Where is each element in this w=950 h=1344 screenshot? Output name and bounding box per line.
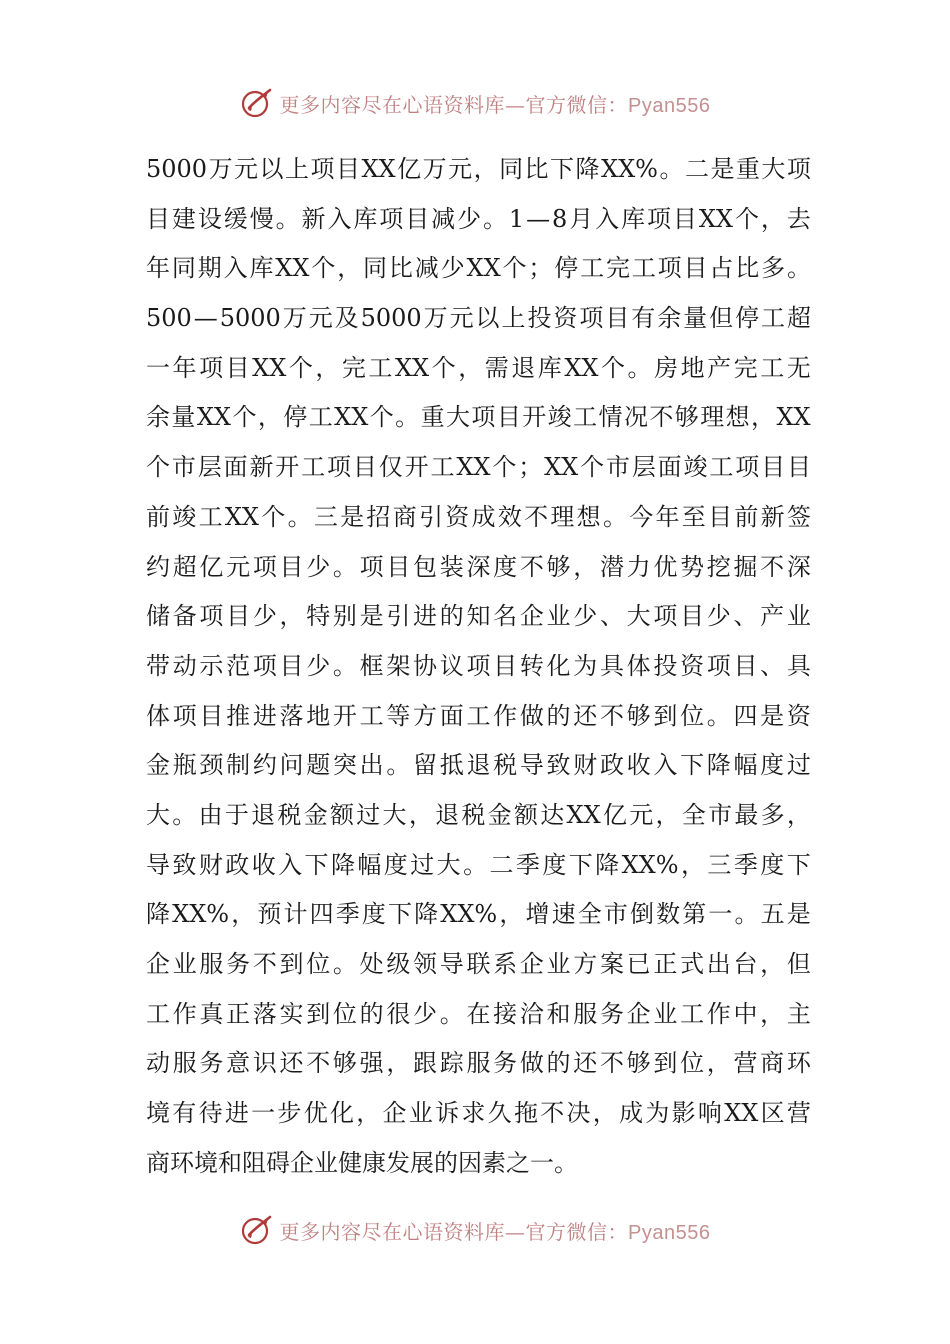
- text-line: 境 有 待 进 一 步 优 化 ， 企 业 诉 求 久 拖 不 决 ， 成 为 影 响 XX 区 营: [146, 1099, 811, 1128]
- watermark-wechat-id: Pyan556: [628, 94, 711, 117]
- text-line: 企 业 服 务 不 到 位 。 处 级 领 导 联 系 企 业 方 案 已 正 式 出 台 ， 但: [146, 950, 811, 978]
- text-line: 前 竣 工 XX 个 。 三 是 招 商 引 资 成 效 不 理 想 。 今 年 至 目 前 新 签: [146, 502, 811, 531]
- pen-logo-icon: [240, 1213, 274, 1247]
- text-line: 大 。 由 于 退 税 金 额 过 大 ， 退 税 金 额 达 XX 亿 元 ， 全 市 最 多 ，: [146, 800, 811, 829]
- text-line: 储 备 项 目 少 ， 特 别 是 引 进 的 知 名 企 业 少 、 大 项 目 少 、 产 业: [146, 602, 811, 631]
- watermark-text: 更多内容尽在心语资料库—官方微信：Pyan556: [279, 1219, 711, 1244]
- text-line: 体 项 目 推 进 落 地 开 工 等 方 面 工 作 做 的 还 不 够 到 位 。 四 是 资: [146, 701, 811, 730]
- text-line: 导 致 财 政 收 入 下 降 幅 度 过 大 。 二 季 度 下 降 XX% ， 三 季 度 下: [146, 850, 811, 879]
- watermark-wechat-id: Pyan556: [628, 1221, 711, 1244]
- watermark-footer: [0, 1210, 950, 1250]
- text-line: 降 XX% ， 预 计 四 季 度 下 降 XX% ， 增 速 全 市 倒 数 第 一 。 五 是: [146, 900, 811, 929]
- watermark-header: [0, 83, 950, 123]
- document-body: [146, 145, 811, 1188]
- watermark-text: 更多内容尽在心语资料库—官方微信：Pyan556: [279, 92, 711, 117]
- text-line: 约 超 亿 元 项 目 少 。 项 目 包 装 深 度 不 够 ， 潜 力 优 势 挖 掘 不 深: [146, 552, 811, 581]
- text-line: 5000 万 元 以 上 项 目 XX 亿 万 元 ， 同 比 下 降 XX% 。 二 是 重 大 项: [146, 155, 811, 183]
- text-line: 余 量 XX 个 ， 停 工 XX 个 。 重 大 项 目 开 竣 工 情 况 不 够 理 想 ， XX: [146, 403, 811, 432]
- text-line: 动 服 务 意 识 还 不 够 强 ， 跟 踪 服 务 做 的 还 不 够 到 位 ， 营 商 环: [146, 1049, 811, 1078]
- text-line: 一 年 项 目 XX 个 ， 完 工 XX 个 ， 需 退 库 XX 个 。 房 地 产 完 工 无: [146, 353, 811, 382]
- text-line: 年 同 期 入 库 XX 个 ， 同 比 减 少 XX 个 ； 停 工 完 工 项 目 占 比 多 。: [146, 254, 811, 283]
- pen-logo-icon: [240, 86, 274, 120]
- text-line: 工 作 真 正 落 实 到 位 的 很 少 。 在 接 洽 和 服 务 企 业 工 作 中 ， 主: [146, 999, 811, 1028]
- text-line: 带 动 示 范 项 目 少 。 框 架 协 议 项 目 转 化 为 具 体 投 资 项 目 、 具: [146, 651, 811, 680]
- text-line: 目 建 设 缓 慢 。 新 入 库 项 目 减 少 。 1 — 8 月 入 库 项 目 XX 个 ， 去: [146, 204, 811, 233]
- text-line: 商 环 境 和 阻 碍 企 业 健 康 发 展 的 因 素 之 一 。: [146, 1148, 578, 1177]
- text-line: 个 市 层 面 新 开 工 项 目 仅 开 工 XX 个 ； XX 个 市 层 面 竣 工 项 目 目: [146, 453, 811, 482]
- text-line: 500 — 5000 万 元 及 5000 万 元 以 上 投 资 项 目 有 余 量 但 停 工 超: [146, 304, 811, 333]
- text-line: 金 瓶 颈 制 约 问 题 突 出 。 留 抵 退 税 导 致 财 政 收 入 下 降 幅 度 过: [146, 751, 811, 780]
